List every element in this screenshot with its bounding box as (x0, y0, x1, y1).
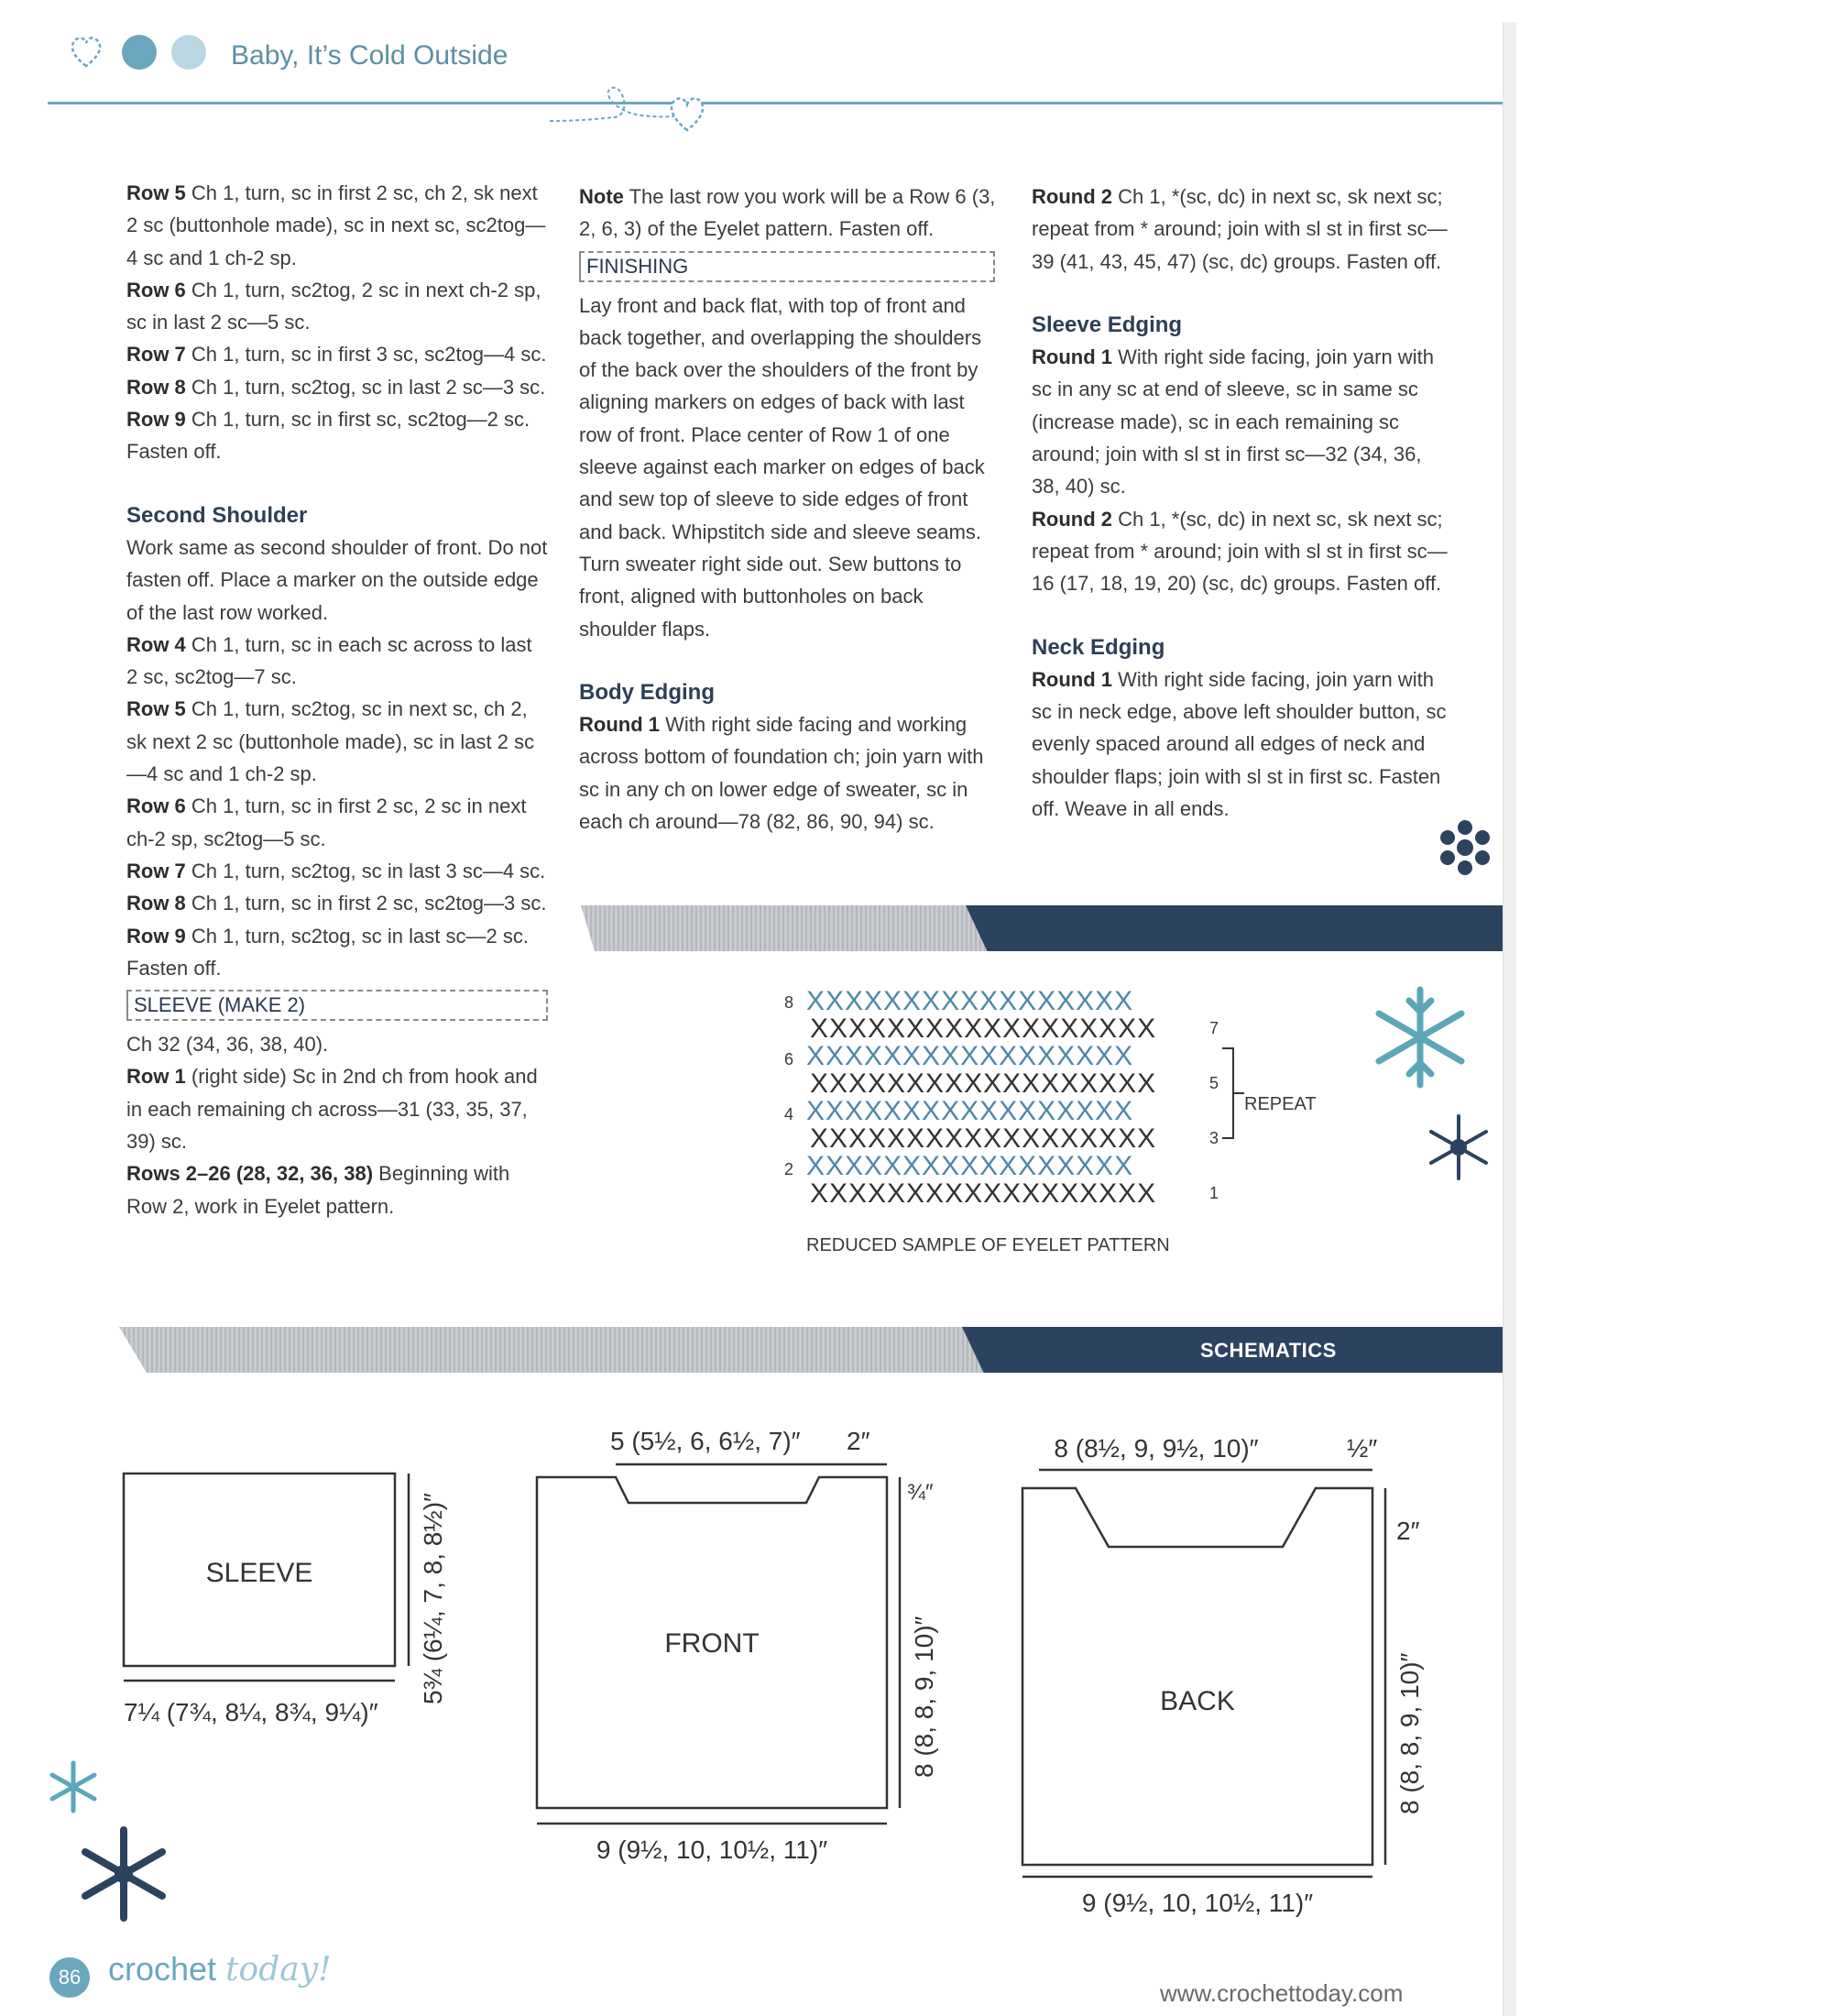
paragraph: Rows 2–26 (28, 32, 36, 38) Beginning with Row 2, work in Eyelet pattern. (126, 1162, 510, 1218)
schematics-drawing (0, 1393, 1503, 1917)
sleeve-heading-box: SLEEVE (MAKE 2) (126, 990, 548, 1021)
paragraph: Row 9 Ch 1, turn, sc in first sc, sc2tog—2 sc. Fasten off. (126, 408, 530, 464)
repeat-label: REPEAT (1244, 1094, 1317, 1114)
paragraph: Note The last row you work will be a Row 6 (3, 2, 6, 3) of the Eyelet pattern. Fasten off. (579, 185, 996, 241)
row-number: 2 (784, 1160, 794, 1178)
paragraph: Row 8 Ch 1, turn, sc in first 2 sc, sc2tog—3 sc. (126, 892, 547, 915)
row-number: 6 (784, 1050, 794, 1068)
paragraph: Row 5 Ch 1, turn, sc in first 2 sc, ch 2, sk next 2 sc (buttonhole made), sc in next sc, sc2tog—4 sc and 1 ch-2 sp. (126, 181, 546, 269)
header-decoration (68, 31, 214, 78)
section-heading: Sleeve Edging (1032, 312, 1183, 337)
schematics-banner: SCHEMATICS (119, 1327, 1503, 1373)
section-heading: Neck Edging (1032, 634, 1165, 660)
heart-icon (72, 38, 100, 66)
row-number: 5 (1209, 1074, 1219, 1092)
stitch-caption: REDUCED SAMPLE OF EYELET PATTERN (806, 1235, 1170, 1255)
stitch-row: XXXXXXXXXXXXXXXXXX (810, 1178, 1157, 1209)
header-rule (48, 102, 1509, 104)
paragraph: Round 2 Ch 1, *(sc, dc) in next sc, sk next sc; repeat from * around; join with sl st in first sc—39 (41, 43, 45, 47) (sc, dc) groups. Fasten off. (1032, 185, 1448, 273)
row-number: 3 (1209, 1129, 1219, 1147)
page-edge (1503, 22, 1516, 2016)
column-2 (579, 181, 1001, 838)
front-drop: ¾″ (907, 1480, 934, 1505)
back-shoulder: ½″ (1347, 1434, 1378, 1463)
snowflake-icon (1433, 816, 1497, 880)
back-drop: 2″ (1396, 1517, 1420, 1545)
stitch-row: XXXXXXXXXXXXXXXXX (806, 1096, 1134, 1126)
stitch-diagram-banner: STITCH DIAGRAM (581, 905, 1503, 951)
front-label: FRONT (664, 1628, 760, 1659)
snowflake-icon (73, 1824, 174, 1924)
finishing-heading-box: FINISHING (579, 251, 995, 282)
paragraph: Ch 32 (34, 36, 38, 40). (126, 1033, 329, 1057)
stitch-row: XXXXXXXXXXXXXXXXXX (810, 1013, 1157, 1044)
paragraph: Row 4 Ch 1, turn, sc in each sc across to last 2 sc, sc2tog—7 sc. (126, 632, 532, 689)
section-heading: Second Shoulder (126, 502, 308, 528)
sleeve-width: 7¼ (7¾, 8¼, 8¾, 9¼)″ (124, 1698, 378, 1726)
front-height: 8 (8, 8, 9, 10)″ (910, 1616, 938, 1778)
row-number: 4 (784, 1105, 794, 1123)
footer-url[interactable]: www.crochettoday.com (1160, 1979, 1404, 2007)
row-number: 8 (784, 993, 794, 1012)
heart-swirl-icon (550, 75, 742, 144)
stitch-row: XXXXXXXXXXXXXXXXXX (810, 1068, 1157, 1099)
paragraph: Row 7 Ch 1, turn, sc in first 3 sc, sc2tog—4 sc. (126, 343, 547, 367)
sleeve-height: 5¾ (6¼, 7, 8, 8½)″ (419, 1493, 447, 1704)
back-height: 8 (8, 8, 9, 10)″ (1395, 1652, 1424, 1814)
magazine-logo: crochet today! (108, 1950, 332, 1989)
sleeve-label: SLEEVE (205, 1558, 313, 1588)
paragraph: Row 7 Ch 1, turn, sc2tog, sc in last 3 sc—4 sc. (126, 859, 546, 882)
paragraph: Row 5 Ch 1, turn, sc2tog, sc in next sc, ch 2, sk next 2 sc (buttonhole made), sc in last 2 sc—4 sc and 1 ch-2 sp. (126, 697, 535, 786)
paragraph: Row 6 Ch 1, turn, sc in first 2 sc, 2 sc in next ch-2 sp, sc2tog—5 sc. (126, 794, 527, 850)
page-number: 86 (49, 1957, 90, 1998)
column-1 (126, 177, 548, 1222)
stitch-row: XXXXXXXXXXXXXXXXX (806, 986, 1134, 1016)
back-shape (1022, 1488, 1372, 1865)
paragraph: Row 6 Ch 1, turn, sc2tog, 2 sc in next ch-2 sp, sc in last 2 sc—5 sc. (126, 278, 541, 334)
stitch-row: XXXXXXXXXXXXXXXXXX (810, 1123, 1157, 1154)
section-heading: Body Edging (579, 679, 715, 705)
front-shoulder: 2″ (847, 1427, 870, 1455)
paragraph: Row 8 Ch 1, turn, sc2tog, sc in last 2 sc—3 sc. (126, 375, 546, 399)
snowflake-icon (1422, 1111, 1495, 1184)
paragraph: Round 1 With right side facing and working across bottom of foundation ch; join yarn with sc in any ch on lower edge of sweater, sc in each ch around—78 (82, 86, 90, 94) sc. (579, 713, 984, 834)
front-neck: 5 (5½, 6, 6½, 7)″ (610, 1427, 801, 1455)
paragraph: Round 1 With right side facing, join yarn with sc in neck edge, above left shoulder button, sc evenly spaced around all edges of neck and shoulder flaps; join with sl st in first sc. Fasten off. Weave in all ends. (1032, 667, 1447, 821)
running-header-title: Baby, It’s Cold Outside (231, 40, 508, 71)
stitch-row: XXXXXXXXXXXXXXXXX (806, 1151, 1134, 1181)
stitch-diagram (779, 981, 1317, 1265)
back-width: 9 (9½, 10, 10½, 11)″ (1081, 1889, 1314, 1917)
snowflake-icon (1365, 982, 1475, 1092)
column-3 (1032, 181, 1453, 825)
snowflake-icon (46, 1759, 101, 1814)
front-width: 9 (9½, 10, 10½, 11)″ (596, 1835, 828, 1864)
stitch-row: XXXXXXXXXXXXXXXXX (806, 1041, 1134, 1071)
dot-icon (171, 35, 206, 70)
paragraph: Round 2 Ch 1, *(sc, dc) in next sc, sk next sc; repeat from * around; join with sl st in first sc—16 (17, 18, 19, 20) (sc, dc) groups. Fasten off. (1032, 507, 1448, 596)
dot-icon (122, 35, 157, 70)
paragraph: Row 9 Ch 1, turn, sc2tog, sc in last sc—2 sc. Fasten off. (126, 924, 529, 980)
paragraph: Round 1 With right side facing, join yarn with sc in any sc at end of sleeve, sc in same sc (increase made), sc in each remaining sc around; join with sl st in first sc—32 (34, 36, 38, 40) sc. (1032, 345, 1434, 499)
back-neck: 8 (8½, 9, 9½, 10)″ (1054, 1434, 1259, 1463)
paragraph: Row 1 (right side) Sc in 2nd ch from hook and in each remaining ch across—31 (33, 35, 37, 39) sc. (126, 1065, 538, 1154)
paragraph: Work same as second shoulder of front. Do not fasten off. Place a marker on the outside edge of the last row worked. (126, 535, 548, 624)
back-label: BACK (1160, 1686, 1235, 1716)
row-number: 7 (1209, 1019, 1219, 1037)
row-number: 1 (1209, 1184, 1219, 1202)
paragraph: Lay front and back flat, with top of front and back together, and overlapping the shoulders of the back over the shoulders of the front by aligning markers on edges of back with last row of front. Place center of Row 1 of one sleeve against each marker on edges of back and sew top of sleeve to side edges of front and back. Whipstitch side and sleeve seams. Turn sweater right side out. Sew buttons to front, aligned with buttonholes on back shoulder flaps. (579, 293, 985, 641)
